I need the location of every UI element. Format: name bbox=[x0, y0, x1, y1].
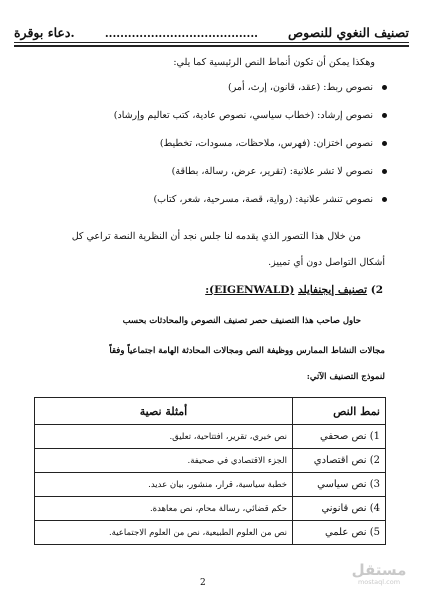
table-row bbox=[35, 521, 386, 545]
list-item: نصوص تنشر علانية: (رواية، قصة، مسرحية، شعر، كتاب) bbox=[29, 190, 389, 218]
list-item: نصوص ربط: (عقد، قانون، إرث، أمر) bbox=[29, 78, 389, 106]
watermark-brand: مستقل bbox=[351, 561, 407, 579]
paragraph-line: من خلال هذا التصور الذي يقدمه لنا جلس نجد أن النظرية النصة تراعي كل bbox=[71, 231, 361, 242]
list-item: نصوص اختزان: (فهرس، ملاحظات، مسودات، تخطيط) bbox=[29, 134, 389, 162]
paragraph-line: لنموذج التصنيف الآتي: bbox=[306, 372, 385, 382]
cell-type: 5) نص علمي bbox=[293, 521, 386, 545]
heading-latin: (EIGENWALD): bbox=[205, 284, 295, 296]
paragraph-line: حاول صاحب هذا التصنيف حصر تصنيف النصوص والمحادثات بحسب bbox=[122, 316, 361, 326]
cell-type: 1) نص صحفي bbox=[293, 425, 386, 449]
cell-examples: الجزء الاقتصادي في صحيفة. bbox=[35, 449, 293, 473]
list-item: نصوص إرشاد: (خطاب سياسي، نصوص عادية، كتب تعاليم وإرشاد) bbox=[29, 106, 389, 134]
page-number: 2 bbox=[200, 578, 206, 588]
section-heading bbox=[205, 284, 383, 296]
cell-examples: نص خبري، تقرير، افتتاحية، تعليق. bbox=[35, 425, 293, 449]
table-row bbox=[35, 425, 386, 449]
cell-examples: حكم قضائي، رسالة محام، نص معاهدة. bbox=[35, 497, 293, 521]
list-item: نصوص لا تشر علانية: (تقرير، عرض، رسالة، بطاقة) bbox=[29, 162, 389, 190]
intro-text: وهكذا يمكن أن تكون أنماط النص الرئيسية كما يلي: bbox=[173, 57, 375, 68]
header-dots: ........................................ bbox=[104, 27, 258, 40]
column-header-examples: أمثلة نصية bbox=[35, 398, 293, 425]
watermark-logo bbox=[348, 562, 410, 592]
header-title: تصنيف النغوي للنصوص bbox=[288, 25, 409, 40]
paragraph-line: مجالات النشاط الممارس ووظيفة النص ومجالات المحادثة الهامة اجتماعياً وفقاً bbox=[109, 346, 385, 356]
table-row bbox=[35, 473, 386, 497]
table-header-row bbox=[35, 398, 386, 425]
cell-type: 4) نص قانوني bbox=[293, 497, 386, 521]
table-row bbox=[35, 449, 386, 473]
header-divider-thick bbox=[14, 45, 409, 47]
heading-text: تصنيف إيجنفايلد bbox=[297, 284, 368, 296]
table-row bbox=[35, 497, 386, 521]
heading-number: 2) bbox=[370, 284, 383, 296]
cell-type: 3) نص سياسي bbox=[293, 473, 386, 497]
column-header-type: نمط النص bbox=[293, 398, 386, 425]
classification-table bbox=[34, 397, 386, 545]
header-author: .دعاء بوقرة bbox=[14, 25, 75, 40]
paragraph-line: أشكال التواصل دون أي تمييز. bbox=[268, 257, 385, 268]
cell-examples: نص من العلوم الطبيعية، نص من العلوم الاجتماعية. bbox=[35, 521, 293, 545]
watermark-site: mostaql.com bbox=[357, 578, 401, 586]
cell-type: 2) نص اقتصادي bbox=[293, 449, 386, 473]
text-types-list bbox=[29, 78, 389, 218]
cell-examples: خطبة سياسية، قرار، منشور، بيان عديد. bbox=[35, 473, 293, 497]
page-header bbox=[14, 14, 409, 40]
header-divider bbox=[14, 42, 409, 43]
